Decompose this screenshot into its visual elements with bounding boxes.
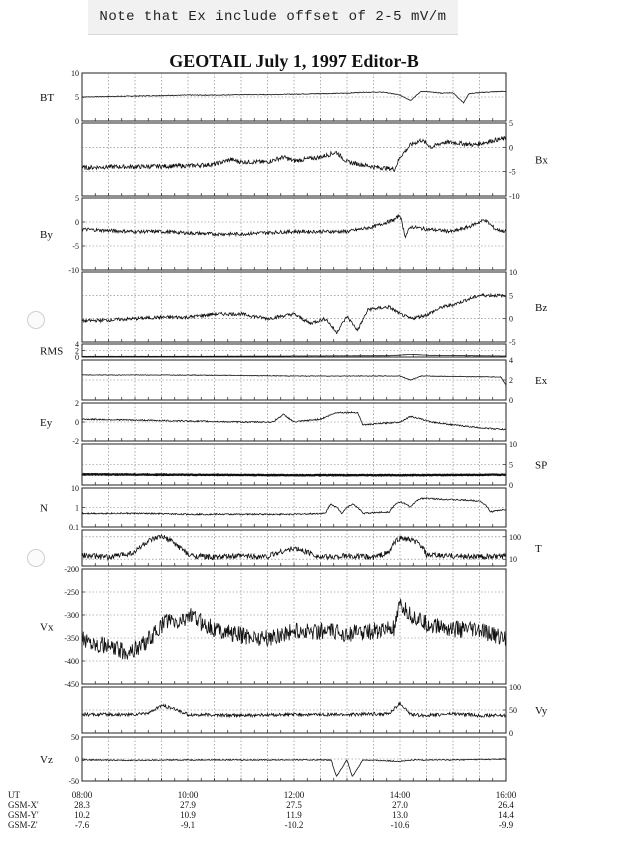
panel-label-bx: Bx: [535, 154, 548, 167]
panel-label-bt: BT: [40, 92, 55, 104]
panel-ey: [40, 399, 506, 446]
y-tick-label: 5: [509, 460, 513, 470]
panel-label-rms: RMS: [40, 345, 64, 358]
y-tick-label: 10: [509, 440, 517, 449]
series-line-t: [82, 535, 506, 560]
panel-rms: [40, 340, 506, 362]
y-tick-label: 0: [75, 218, 79, 227]
series-line-sp: [82, 474, 506, 475]
y-tick-label: -400: [64, 657, 79, 666]
panel-by: [40, 194, 506, 275]
y-tick-label: 5: [509, 291, 513, 301]
offset-note: Note that Ex include offset of 2-5 mV/m: [88, 0, 458, 35]
panel-vx: [40, 565, 506, 689]
panel-label-vy: Vy: [535, 705, 548, 717]
panel-ex: [82, 356, 548, 405]
y-tick-label: -5: [72, 242, 79, 251]
panel-label-n: N: [40, 502, 48, 515]
chart-title: GEOTAIL July 1, 1997 Editor-B: [169, 51, 419, 71]
y-tick-label: 100: [509, 532, 521, 542]
time-axis-value: 27.9: [180, 800, 196, 810]
y-tick-label: -300: [64, 611, 79, 620]
time-axis-value: 12:00: [283, 790, 305, 800]
time-axis-value: 27.0: [392, 800, 408, 810]
y-tick-label: 4: [75, 340, 79, 349]
y-tick-label: 5: [75, 194, 79, 203]
panel-label-by: By: [40, 229, 53, 241]
panel-label-vx: Vx: [40, 621, 54, 634]
time-axis-value: 26.4: [498, 800, 514, 810]
time-axis-row-label: UT: [8, 790, 20, 800]
time-axis-value: 13.0: [392, 810, 408, 820]
y-tick-label: 10: [71, 484, 79, 493]
panel-n: [40, 484, 506, 532]
time-axis-value: 10.2: [74, 810, 90, 820]
y-tick-label: -2: [72, 437, 79, 446]
time-axis-value: 10:00: [177, 790, 199, 800]
y-tick-label: -350: [64, 634, 79, 643]
y-tick-label: 0: [509, 396, 513, 405]
series-line-bz: [82, 294, 506, 334]
y-tick-label: 0: [509, 729, 513, 738]
y-tick-label: 0: [509, 143, 513, 153]
time-axis-value: 08:00: [71, 790, 93, 800]
y-tick-label: 4: [509, 356, 513, 365]
y-tick-label: 10: [509, 555, 517, 565]
time-axis-value: 27.5: [286, 800, 302, 810]
time-axis-value: 10.9: [180, 810, 196, 820]
panel-label-ex: Ex: [535, 375, 548, 387]
y-tick-label: 2: [75, 399, 79, 408]
time-axis-value: -10.2: [284, 820, 304, 830]
y-tick-label: 0: [75, 117, 79, 126]
panel-label-vz: Vz: [40, 754, 53, 766]
y-tick-label: 50: [509, 706, 517, 715]
y-tick-label: 2: [75, 346, 79, 356]
time-axis-value: -9.9: [498, 820, 514, 830]
y-tick-label: -250: [64, 588, 79, 597]
y-tick-label: 0: [509, 314, 513, 324]
time-axis-value: 28.3: [74, 800, 90, 810]
panel-label-bz: Bz: [535, 302, 548, 314]
time-axis-value: 11.9: [286, 810, 302, 820]
y-tick-label: 5: [75, 93, 79, 102]
panel-t: [82, 530, 542, 566]
panel-vy: [82, 683, 548, 738]
y-tick-label: 2: [509, 376, 513, 385]
time-axis-row-label: GSM-Z': [8, 820, 38, 830]
time-axis-row-label: GSM-X': [8, 800, 39, 810]
y-tick-label: -10: [68, 266, 79, 275]
y-tick-label: 5: [509, 119, 513, 128]
time-axis-value: -7.6: [74, 820, 90, 830]
y-tick-label: 0: [509, 481, 513, 490]
panel-label-ey: Ey: [40, 417, 53, 429]
panel-bx: [82, 119, 548, 201]
y-tick-label: -10: [509, 192, 520, 201]
time-axis-value: 14.4: [498, 810, 514, 820]
time-axis-row-label: GSM-Y': [8, 810, 39, 820]
y-tick-label: -5: [509, 338, 516, 347]
y-tick-label: 0: [75, 418, 79, 427]
y-tick-label: 10: [509, 268, 517, 277]
y-tick-label: 50: [71, 733, 79, 742]
y-tick-label: -450: [64, 680, 79, 689]
panel-bz: [82, 268, 547, 347]
y-tick-label: 100: [509, 683, 521, 692]
y-tick-label: 0: [75, 353, 79, 362]
time-axis-value: 14:00: [389, 790, 411, 800]
y-tick-label: -200: [64, 565, 79, 574]
y-tick-label: 0.1: [69, 523, 79, 532]
y-tick-label: 1: [75, 503, 79, 513]
y-tick-label: 10: [71, 69, 79, 78]
time-axis-value: -9.1: [180, 820, 196, 830]
y-tick-label: 0: [75, 755, 79, 764]
y-tick-label: -50: [68, 777, 79, 786]
panel-vz: [40, 733, 506, 786]
time-axis-value: 16:00: [495, 790, 517, 800]
time-axis-value: -10.6: [390, 820, 410, 830]
panel-label-t: T: [535, 543, 542, 555]
y-tick-label: -5: [509, 167, 516, 177]
panel-sp: [82, 440, 547, 490]
panel-label-sp: SP: [535, 459, 548, 472]
panel-bt: [40, 69, 506, 126]
